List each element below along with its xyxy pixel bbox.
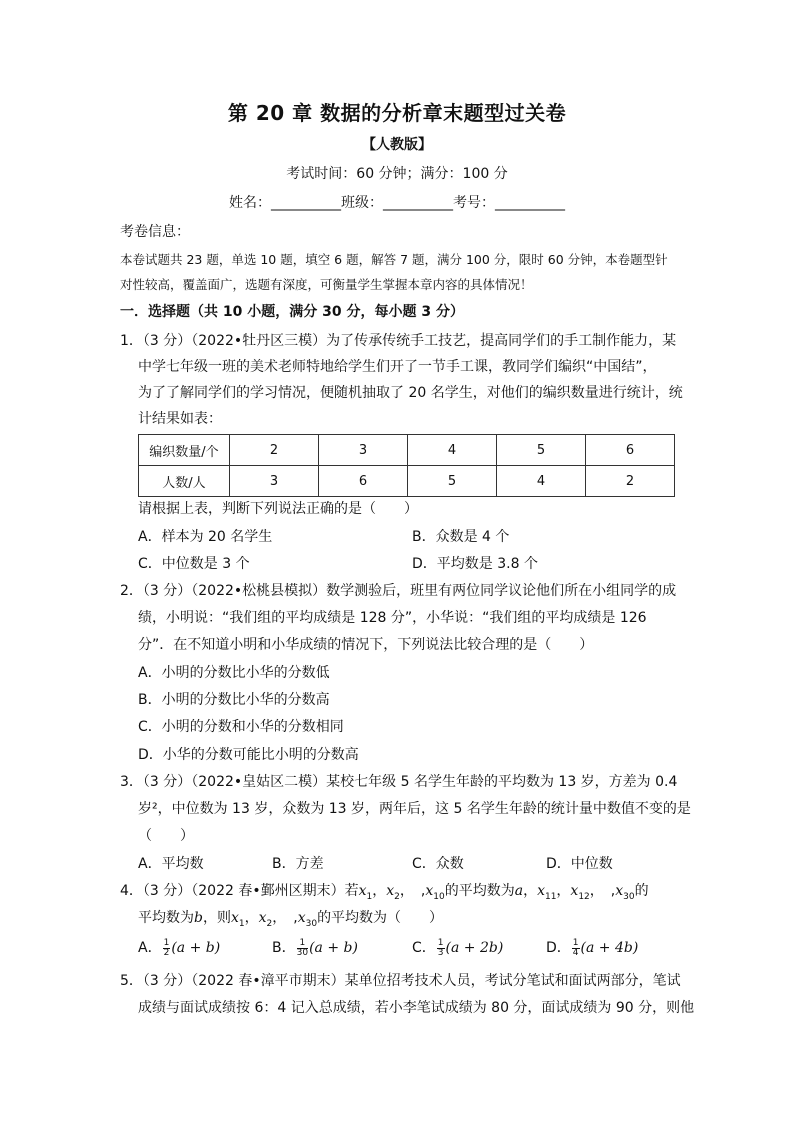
q1-line-2: 中学七年级一班的美术老师特地给学生们开了一节手工课，教同学们编织“中国结”， (138, 359, 657, 375)
q2-line-2: 绩，小明说：“我们组的平均成绩是 128 分”，小华说：“我们组的平均成绩是 126 (138, 610, 647, 626)
q1-line-4: 计结果如表： (138, 411, 222, 427)
q1-data-table (138, 434, 675, 497)
table-cell: 5 (408, 466, 497, 497)
table-row (139, 466, 675, 497)
table-cell: 4 (408, 435, 497, 466)
info-label: 考卷信息： (120, 224, 190, 240)
q1-option-c: C．中位数是 3 个 (138, 556, 250, 572)
q2-option-b: B．小明的分数比小华的分数高 (138, 692, 330, 708)
exam-info: 考试时间：60 分钟；满分：100 分 (286, 166, 508, 182)
q4-prefix: 4．（3 分）（2022 春•鄞州区期末）若 (120, 883, 359, 899)
q4-text-a: 的平均数为 (444, 883, 515, 899)
q4-option-a: A． $\frac{1}{2}$ (a + b) (138, 937, 221, 958)
q1-line-3: 为了了解同学们的学习情况，便随机抽取了 20 名学生，对他们的编织数量进行统计，统 (138, 385, 683, 401)
table-cell: 2 (230, 435, 319, 466)
q3-line-1: 3．（3 分）（2022•皇姑区二模）某校七年级 5 名学生年龄的平均数为 13 岁，方差为 0.4 (120, 774, 678, 790)
q5-line-2: 成绩与面试成绩按 6：4 记入总成绩，若小李笔试成绩为 80 分，面试成绩为 90 分，则他 (138, 1000, 695, 1016)
q5-line-1: 5．（3 分）（2022 春•漳平市期末）某单位招考技术人员，考试分笔试和面试两部分，笔试 (120, 973, 681, 989)
q4-line2-b: ，则 (202, 910, 231, 926)
q4-text-b: 的 (634, 883, 649, 899)
q3-option-c: C．众数 (412, 856, 464, 872)
table-cell: 4 (497, 466, 586, 497)
q3-line-2: 岁²，中位数为 13 岁，众数为 13 岁，两年后，这 5 名学生年龄的统计量中数值不变的是 (138, 801, 691, 817)
q2-option-a: A．小明的分数比小华的分数低 (138, 665, 330, 681)
q1-prompt: 请根据上表，判断下列说法正确的是（ ） (138, 501, 418, 517)
q4-option-c: C． $\frac{1}{3}$ (a + 2b) (412, 937, 504, 958)
q3-option-d: D．中位数 (546, 856, 613, 872)
q1-line-1: 1．（3 分）（2022•牡丹区三模）为了传承传统手工技艺，提高同学们的手工制作能力，某 (120, 333, 677, 349)
table-row-header: 人数/人 (139, 466, 230, 497)
q1-option-a: A．样本为 20 名学生 (138, 529, 273, 545)
q4-line2-c: 的平均数为（ ） (317, 910, 444, 926)
info-line-1: 本卷试题共 23 题，单选 10 题，填空 6 题，解答 7 题，满分 100 分，限时 60 分钟，本卷题型针 (120, 252, 668, 267)
q3-option-b: B．方差 (272, 856, 324, 872)
section-heading: 一．选择题（共 10 小题，满分 30 分，每小题 3 分） (120, 304, 464, 320)
q4-line-1: 4．（3 分）（2022 春•鄞州区期末）若$x_1$，$x_2$， $,x_{10}$的平均数为a，$x_{11}$，$x_{12}$， $,x_{30}$的 (120, 883, 649, 902)
table-cell: 2 (586, 466, 675, 497)
q1-option-b: B．众数是 4 个 (412, 529, 510, 545)
q2-line-1: 2．（3 分）（2022•松桃县模拟）数学测验后，班里有两位同学议论他们所在小组同学的成 (120, 583, 677, 599)
q2-option-c: C．小明的分数和小华的分数相同 (138, 719, 344, 735)
student-fields: 姓名：__________班级：__________考号：__________ (229, 195, 565, 211)
table-cell: 6 (319, 466, 408, 497)
q4-line2-a: 平均数为 (138, 910, 194, 926)
page-title: 第 20 章 数据的分析章末题型过关卷 (227, 101, 567, 125)
info-line-2: 对性较高，覆盖面广，选题有深度，可衡量学生掌握本章内容的具体情况！ (120, 277, 533, 292)
q2-option-d: D．小华的分数可能比小明的分数高 (138, 747, 359, 763)
table-cell: 3 (319, 435, 408, 466)
q4-line-2: 平均数为b，则$x_1$，$x_2$， $,x_{30}$的平均数为（ ） (138, 910, 444, 929)
q3-line-3: （ ） (138, 828, 194, 844)
edition-label: 【人教版】 (362, 137, 432, 153)
q3-option-a: A．平均数 (138, 856, 204, 872)
table-cell: 6 (586, 435, 675, 466)
table-row (139, 435, 675, 466)
q4-option-b: B． $\frac{1}{30}$ (a + b) (272, 937, 358, 958)
q4-option-d: D． $\frac{1}{4}$ (a + 4b) (546, 937, 639, 958)
table-cell: 5 (497, 435, 586, 466)
table-row-header: 编织数量/个 (139, 435, 230, 466)
table-cell: 3 (230, 466, 319, 497)
q2-line-3: 分”．在不知道小明和小华成绩的情况下，下列说法比较合理的是（ ） (138, 637, 594, 653)
q1-option-d: D．平均数是 3.8 个 (412, 556, 538, 572)
